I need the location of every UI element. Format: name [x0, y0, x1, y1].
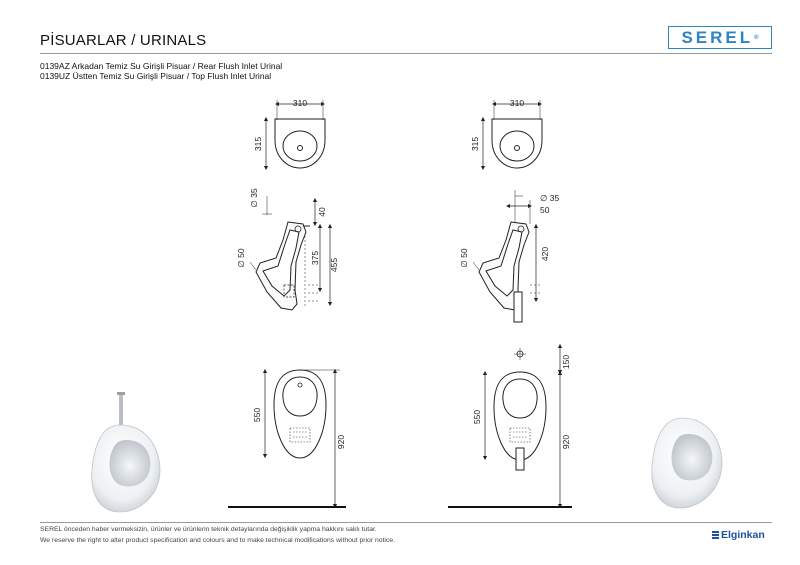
- rear-inlet-offset-label: 40: [317, 207, 327, 217]
- rear-inlet-dia-label: ∅ 35: [249, 188, 259, 208]
- top-front-view: [485, 346, 560, 506]
- brand-name: SEREL: [681, 27, 754, 47]
- top-inlet-height-label: 150: [561, 354, 571, 370]
- company-name: Elginkan: [721, 529, 765, 541]
- model-line-top: 0139UZ Üstten Temiz Su Girişli Pisuar / Top Flush Inlet Urinal: [40, 71, 272, 81]
- product-render-rear: [92, 392, 160, 512]
- footer-disclaimer-en: We reserve the right to alter product specification and colours and to make technical modifications without prior notice.: [40, 537, 396, 544]
- rear-mount-height-label: 920: [336, 434, 346, 450]
- rear-top-view: [266, 100, 325, 168]
- top-inlet-offset-label: 50: [540, 205, 550, 215]
- rear-top-depth-label: 315: [253, 136, 263, 152]
- product-render-top: [652, 418, 722, 508]
- top-mount-height-label: 920: [561, 434, 571, 450]
- elginkan-logo: [712, 529, 765, 541]
- top-front-height-label: 550: [472, 409, 482, 425]
- rear-front-view: [265, 370, 340, 506]
- top-inlet-dia-label: ∅ 35: [540, 193, 560, 203]
- rear-total-side-label: 455: [329, 257, 339, 273]
- footer-divider: [40, 522, 772, 523]
- rear-top-width-label: 310: [292, 98, 308, 108]
- rear-outlet-dia-label: ∅ 50: [236, 248, 246, 268]
- rear-outlet-height-label: 375: [310, 250, 320, 266]
- footer-disclaimer-tr: SEREL önceden haber vermeksizin, ürünler ve ürünlerin teknik detaylarında değişiklik yapma hakkını saklı tutar.: [40, 526, 377, 533]
- top-top-view: [483, 100, 542, 168]
- top-outlet-height-label: 420: [540, 246, 550, 262]
- rear-front-height-label: 550: [252, 407, 262, 423]
- model-line-rear: 0139AZ Arkadan Temiz Su Girişli Pisuar / Rear Flush Inlet Urinal: [40, 61, 283, 71]
- registered-mark: ®: [754, 34, 759, 41]
- top-outlet-dia-label: ∅ 50: [459, 248, 469, 268]
- top-top-depth-label: 315: [470, 136, 480, 152]
- elginkan-mark-icon: [712, 531, 719, 539]
- page-title: PİSUARLAR / URINALS: [40, 32, 207, 49]
- top-side-view: [473, 190, 540, 322]
- top-top-width-label: 310: [509, 98, 525, 108]
